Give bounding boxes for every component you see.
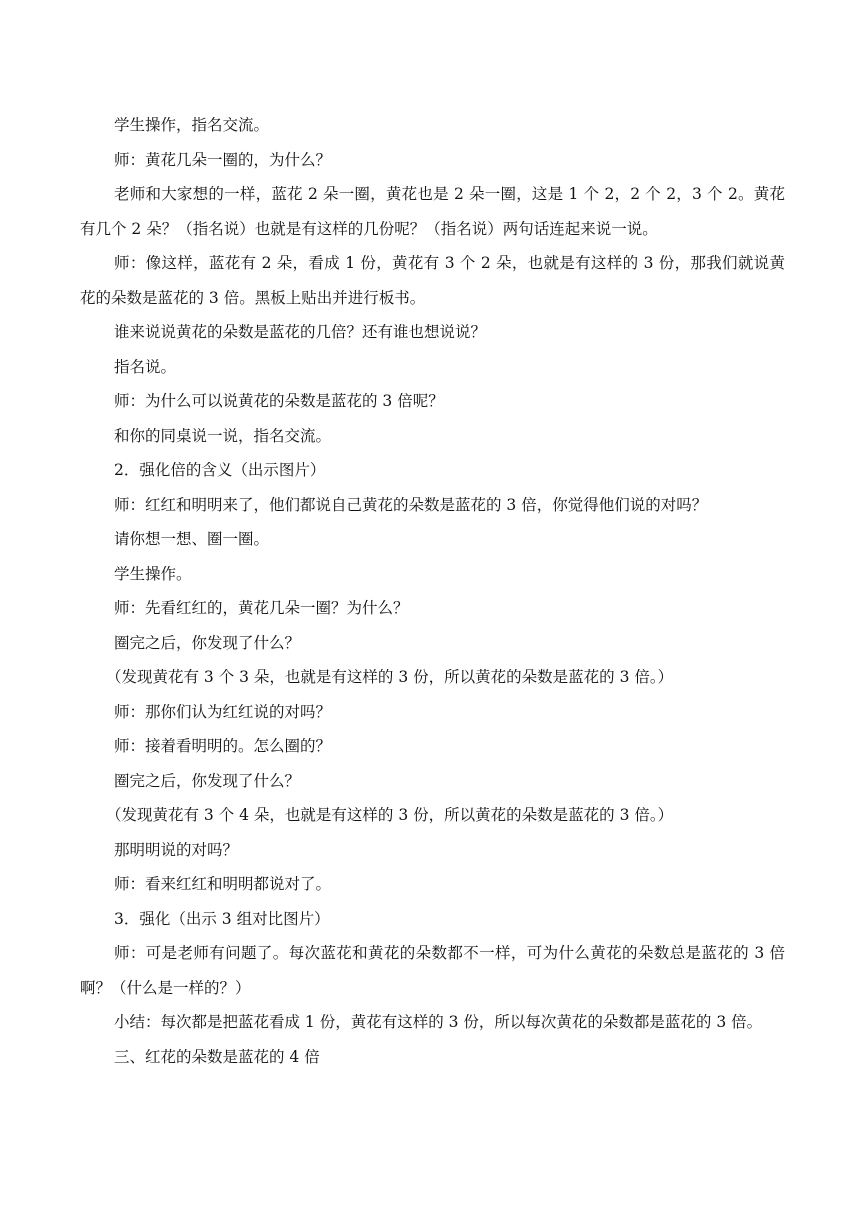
paragraph-17: 师：接着看明明的。怎么圈的？ [114,737,332,755]
paragraph-21: 师：看来红红和明明都说对了。 [114,875,332,893]
summary-paragraph: 小结：每次都是把蓝花看成 1 份，黄花有这样的 3 份，所以每次黄花的朵数都是蓝花的 3 倍。 [114,1013,763,1031]
paragraph-13: 师：先看红红的，黄花几朵一圈？为什么？ [114,599,409,617]
paragraph-18: 圈完之后，你发现了什么？ [114,771,301,790]
paragraph-12: 学生操作。 [114,564,192,583]
paragraph-11: 请你想一想、圈一圈。 [114,530,270,548]
paragraph-10: 师：红红和明明来了，他们都说自己黄花的朵数是蓝花的 3 倍，你觉得他们说的对吗？ [114,495,708,514]
paragraph-8: 和你的同桌说一说，指名交流。 [114,426,332,445]
paragraph-14: 圈完之后，你发现了什么？ [114,633,301,652]
paragraph-15-note: （发现黄花有 3 个 3 朵，也就是有这样的 3 份，所以黄花的朵数是蓝花的 3 倍。） [106,668,674,686]
paragraph-5: 谁来说说黄花的朵数是蓝花的几倍？还有谁也想说说？ [114,323,487,341]
paragraph-23: 师：可是老师有问题了。每次蓝花和黄花的朵数都不一样，可为什么黄花的朵数总是蓝花的 3 倍啊？（什么是一样的？） [80,944,785,997]
section-heading-part-3: 三、红花的朵数是蓝花的 4 倍 [114,1047,320,1066]
section-heading-2: 2．强化倍的含义（出示图片） [114,461,326,479]
paragraph-7: 师：为什么可以说黄花的朵数是蓝花的 3 倍呢？ [114,392,444,410]
paragraph-19-note: （发现黄花有 3 个 4 朵，也就是有这样的 3 份，所以黄花的朵数是蓝花的 3 倍。） [106,806,674,824]
paragraph-20: 那明明说的对吗？ [114,840,239,859]
section-heading-3: 3．强化（出示 3 组对比图片） [114,909,330,928]
paragraph-16: 师：那你们认为红红说的对吗？ [114,702,332,721]
document-body [80,108,785,1074]
paragraph-4: 师：像这样，蓝花有 2 朵，看成 1 份，黄花有 3 个 2 朵，也就是有这样的 3 份，那我们就说黄花的朵数是蓝花的 3 倍。黑板上贴出并进行板书。 [80,254,785,307]
paragraph-6: 指名说。 [114,357,177,376]
paragraph-3: 老师和大家想的一样，蓝花 2 朵一圈，黄花也是 2 朵一圈，这是 1 个 2，2 个 2，3 个 2。黄花有几个 2 朵？（指名说）也就是有这样的几份呢？（指名说）两句话连起来说一说。 [80,185,785,238]
paragraph-2: 师：黄花几朵一圈的，为什么？ [114,150,332,169]
paragraph-1: 学生操作，指名交流。 [114,116,270,134]
